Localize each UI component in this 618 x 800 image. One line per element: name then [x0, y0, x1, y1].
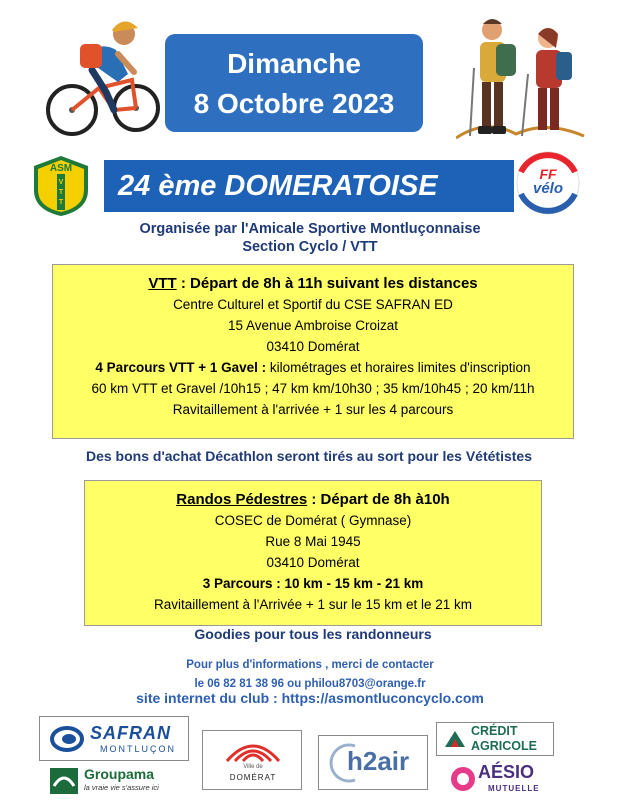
contact-line2[interactable]: le 06 82 81 38 96 ou philou8703@orange.fr: [194, 678, 426, 690]
organiser-line1: Organisée par l'Amicale Sportive Montluçonnaise: [139, 221, 481, 237]
credit-agricole-name: CRÉDIT AGRICOLE: [471, 724, 537, 753]
vtt-parcours: [53, 357, 573, 378]
safran-logo: [39, 716, 189, 761]
ffvelo-logo: [515, 150, 581, 216]
date-box: [165, 34, 423, 132]
organiser-line2: Section Cyclo / VTT: [242, 239, 378, 255]
rando-heading-rest: : Départ de 8h à10h: [307, 491, 450, 508]
date-full: 8 Octobre 2023: [193, 88, 395, 119]
safran-icon: [50, 725, 84, 753]
rando-city: 03410 Domérat: [266, 555, 360, 570]
credit-agricole-logo: [436, 722, 554, 756]
vtt-parcours-bold: 4 Parcours VTT + 1 Gavel :: [95, 360, 267, 375]
cyclist-illustration: [44, 10, 162, 140]
aesio-sub: MUTUELLE: [488, 784, 540, 793]
groupama-icon: [50, 768, 78, 794]
contact-info: [100, 656, 520, 694]
rando-parcours: 3 Parcours : 10 km - 15 km - 21 km: [202, 576, 424, 591]
aesio-logo: [448, 764, 548, 798]
groupama-logo: [46, 766, 196, 796]
vtt-ravito: Ravitaillement à l'arrivée + 1 sur les 4 parcours: [172, 402, 454, 417]
groupama-sub: la vraie vie s'assure ici: [84, 783, 159, 792]
aesio-icon: [450, 766, 476, 792]
rando-info-box: [84, 480, 542, 626]
vtt-street: 15 Avenue Ambroise Croizat: [227, 318, 399, 333]
domerat-logo: [202, 730, 302, 790]
credit-agricole-icon: [443, 727, 467, 751]
organiser-text: [60, 220, 560, 256]
vtt-heading: [53, 273, 573, 294]
domerat-name: DOMÉRAT: [229, 773, 277, 782]
vtt-heading-label: VTT: [148, 275, 177, 292]
vtt-city: 03410 Domérat: [266, 339, 360, 354]
ffvelo-ff: FF: [539, 166, 557, 182]
domerat-icon: [223, 737, 283, 765]
domerat-small: Ville de: [243, 764, 263, 770]
svg-text:V: V: [58, 179, 64, 186]
vtt-venue: Centre Culturel et Sportif du CSE SAFRAN ED: [173, 297, 453, 312]
vtt-distances: 60 km VTT et Gravel /10h15 ; 47 km km/10h30 ; 35 km/10h45 ; 20 km/11h: [91, 381, 535, 396]
ffvelo-velo: vélo: [532, 180, 563, 197]
svg-text:T: T: [58, 189, 64, 196]
svg-text:ASM: ASM: [49, 163, 73, 174]
h2air-logo: [318, 735, 428, 790]
rando-venue: COSEC de Domérat ( Gymnase): [214, 513, 412, 528]
asm-vtt-logo: [32, 154, 90, 218]
vtt-parcours-rest: kilométrages et horaires limites d'inscription: [266, 360, 531, 375]
vtt-heading-rest: : Départ de 8h à 11h suivant les distances: [176, 275, 478, 292]
club-website-link[interactable]: site internet du club : https://asmontluconcyclo.com: [136, 690, 484, 706]
vtt-info-box: [52, 264, 574, 439]
rando-heading-label: Randos Pédestres: [176, 491, 308, 508]
rando-heading: [85, 489, 541, 510]
decathlon-notice: Des bons d'achat Décathlon seront tirés au sort pour les Vététistes: [85, 448, 532, 464]
event-title: 24 ème DOMERATOISE: [104, 160, 514, 212]
safran-sub: MONTLUÇON: [100, 744, 176, 754]
groupama-name: Groupama: [84, 766, 155, 782]
aesio-name: AÉSIO: [478, 762, 535, 782]
hikers-illustration: [456, 8, 586, 144]
date-day: Dimanche: [227, 48, 361, 79]
h2air-name: h2air: [347, 746, 410, 776]
svg-text:T: T: [58, 199, 64, 206]
safran-name: SAFRAN: [90, 723, 171, 743]
goodies-notice: Goodies pour tous les randonneurs: [194, 626, 432, 642]
rando-ravito: Ravitaillement à l'Arrivée + 1 sur le 15 km et le 21 km: [153, 597, 473, 612]
contact-line1: Pour plus d'informations , merci de contacter: [186, 659, 434, 671]
rando-street: Rue 8 Mai 1945: [265, 534, 361, 549]
